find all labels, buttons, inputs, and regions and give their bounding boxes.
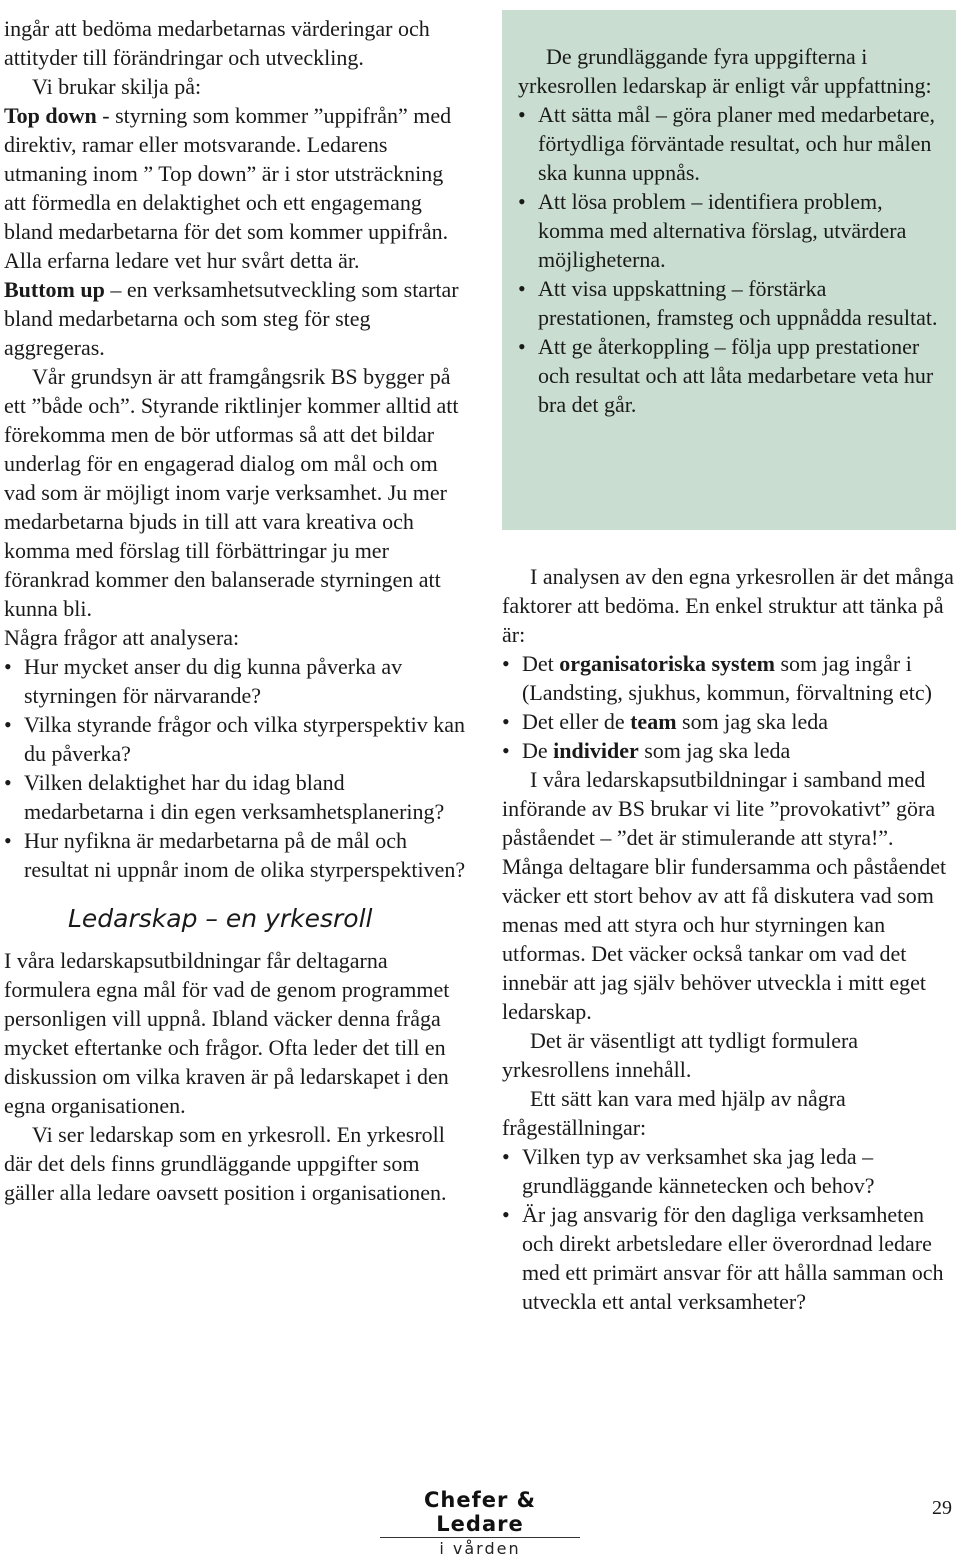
bullet-icon: •	[502, 651, 510, 676]
bullet-icon: •	[502, 709, 510, 734]
list-item-bold: individer	[553, 738, 639, 763]
list-item-text: Hur mycket anser du dig kunna påverka av styrningen för närvarande?	[24, 654, 403, 708]
bullet-icon: •	[4, 828, 12, 853]
list-item-pre: Det	[522, 651, 560, 676]
info-box	[502, 10, 956, 530]
bullet-icon: •	[518, 334, 526, 359]
paragraph-text: - styrning som kommer ”uppifrån” med direktiv, ramar eller motsvarande. Ledarens utmaning inom ” Top down” är i stor utsträckning att förmedla en delaktighet och ett engagemang bland medarbetarna för det som kommer uppifrån. Alla erfarna ledare vet hur svårt detta är.	[4, 103, 452, 273]
brand-divider	[380, 1537, 580, 1538]
paragraph: I våra ledarskapsutbildningar i samband med införande av BS brukar vi lite ”provokativt” göra påståendet – ”det är stimulerande att styra!”. Många deltagare blir fundersamma och påståendet väcker ett stort behov av att få diskutera vad som menas med att styra och hur styrningen kan utformas. Det väcker också tankar om vad det innebär att jag själv behöver utveckla i mitt eget ledarskap.	[502, 767, 947, 1024]
list-item	[4, 652, 466, 710]
brand-subtitle: i vården	[439, 1539, 521, 1558]
bullet-icon: •	[502, 738, 510, 763]
list-item	[502, 1142, 958, 1200]
list-item-text: Vilka styrande frågor och vilka styrperspektiv kan du påverka?	[24, 712, 465, 766]
list-item	[4, 710, 466, 768]
list-item	[502, 736, 958, 765]
list-item	[518, 187, 940, 274]
bullet-icon: •	[502, 1144, 510, 1169]
list-item	[4, 768, 466, 826]
list-item-text: Är jag ansvarig för den dagliga verksamheten och direkt arbetsledare eller överordnad ledare med ett primärt ansvar för att hålla samman och utveckla ett antal verksamheter?	[522, 1202, 944, 1314]
page-number: 29	[932, 1497, 952, 1519]
list-item-text: Att visa uppskattning – förstärka prestationen, framsteg och uppnådda resultat.	[538, 276, 938, 330]
paragraph: ingår att bedöma medarbetarnas värderingar och attityder till förändringar och utveckling.	[4, 16, 430, 70]
left-column	[4, 14, 466, 1207]
paragraph: Några frågor att analysera:	[4, 625, 240, 650]
paragraph: I analysen av den egna yrkesrollen är det många faktorer att bedöma. En enkel struktur att tänka på är:	[502, 564, 954, 647]
list-item-text: Att ge återkoppling – följa upp prestationer och resultat och att låta medarbetare veta hur bra det går.	[538, 334, 934, 417]
list-item-post: som jag ska leda	[638, 738, 791, 763]
paragraph-text: – en verksamhetsutveckling som startar bland medarbetarna och som steg för steg aggregeras.	[4, 277, 459, 360]
list-item-post: som jag ingår i (Landsting, sjukhus, kommun, förvaltning etc)	[522, 651, 932, 705]
list-item	[4, 826, 466, 884]
list-item-text: Att lösa problem – identifiera problem, komma med alternativa förslag, utvärdera möjligheterna.	[538, 189, 907, 272]
paragraph-buttom-up	[4, 275, 466, 362]
term-buttom-up: Buttom up	[4, 277, 105, 302]
brand-title: Chefer & Ledare	[424, 1488, 536, 1536]
list-item-bold: team	[630, 709, 677, 734]
list-item-text: Att sätta mål – göra planer med medarbetare, förtydliga förväntade resultat, och hur målen ska kunna uppnås.	[538, 102, 936, 185]
list-item	[502, 707, 958, 736]
list-item-text: Hur nyfikna är medarbetarna på de mål och resultat ni uppnår inom de olika styrperspektiven?	[24, 828, 466, 882]
right-column	[502, 562, 958, 1316]
footer-logo	[380, 1488, 580, 1558]
list-item	[518, 332, 940, 419]
list-item	[502, 1200, 958, 1316]
list-item	[518, 100, 940, 187]
list-item	[502, 649, 958, 707]
list-item-text: Vilken delaktighet har du idag bland medarbetarna i din egen verksamhetsplanering?	[24, 770, 445, 824]
paragraph: Ett sätt kan vara med hjälp av några frågeställningar:	[502, 1086, 846, 1140]
term-top-down: Top down	[4, 103, 97, 128]
bullet-icon: •	[518, 189, 526, 214]
paragraph: Vi brukar skilja på:	[32, 74, 202, 99]
paragraph: Vi ser ledarskap som en yrkesroll. En yrkesroll där det dels finns grundläggande uppgifter som gäller alla ledare oavsett position i organisationen.	[4, 1122, 447, 1205]
list-item-pre: Det eller de	[522, 709, 631, 734]
list-item-text: Vilken typ av verksamhet ska jag leda – grundläggande kännetecken och behov?	[522, 1144, 875, 1198]
list-item-bold: organisatoriska system	[559, 651, 775, 676]
section-heading: Ledarskap – en yrkesroll	[68, 904, 373, 933]
bullet-icon: •	[4, 712, 12, 737]
bullet-icon: •	[518, 276, 526, 301]
paragraph: Vår grundsyn är att framgångsrik BS bygger på ett ”både och”. Styrande riktlinjer kommer alltid att förekomma men de bör utformas så att det bildar underlag för en engagerad dialog om mål och om vad som är möjligt inom varje verksamhet. Ju mer medarbetarna bjuds in till att vara kreativa och komma med förslag till förbättringar ju mer förankrad kommer den balanserade styrningen att kunna bli.	[4, 364, 459, 621]
paragraph-top-down	[4, 101, 466, 275]
paragraph: I våra ledarskapsutbildningar får deltagarna formulera egna mål för vad de genom programmet personligen vill uppnå. Ibland väcker denna fråga mycket eftertanke och frågor. Ofta leder det till en diskussion om vilka kraven är på ledarskapet i den egna organisationen.	[4, 948, 450, 1118]
bullet-icon: •	[4, 770, 12, 795]
paragraph: Det är väsentligt att tydligt formulera yrkesrollens innehåll.	[502, 1028, 859, 1082]
bullet-icon: •	[4, 654, 12, 679]
bullet-icon: •	[502, 1202, 510, 1227]
info-box-intro: De grundläggande fyra uppgifterna i yrkesrollen ledarskap är enligt vår uppfattning:	[518, 44, 932, 98]
list-item-pre: De	[522, 738, 554, 763]
bullet-icon: •	[518, 102, 526, 127]
list-item-post: som jag ska leda	[676, 709, 829, 734]
list-item	[518, 274, 940, 332]
